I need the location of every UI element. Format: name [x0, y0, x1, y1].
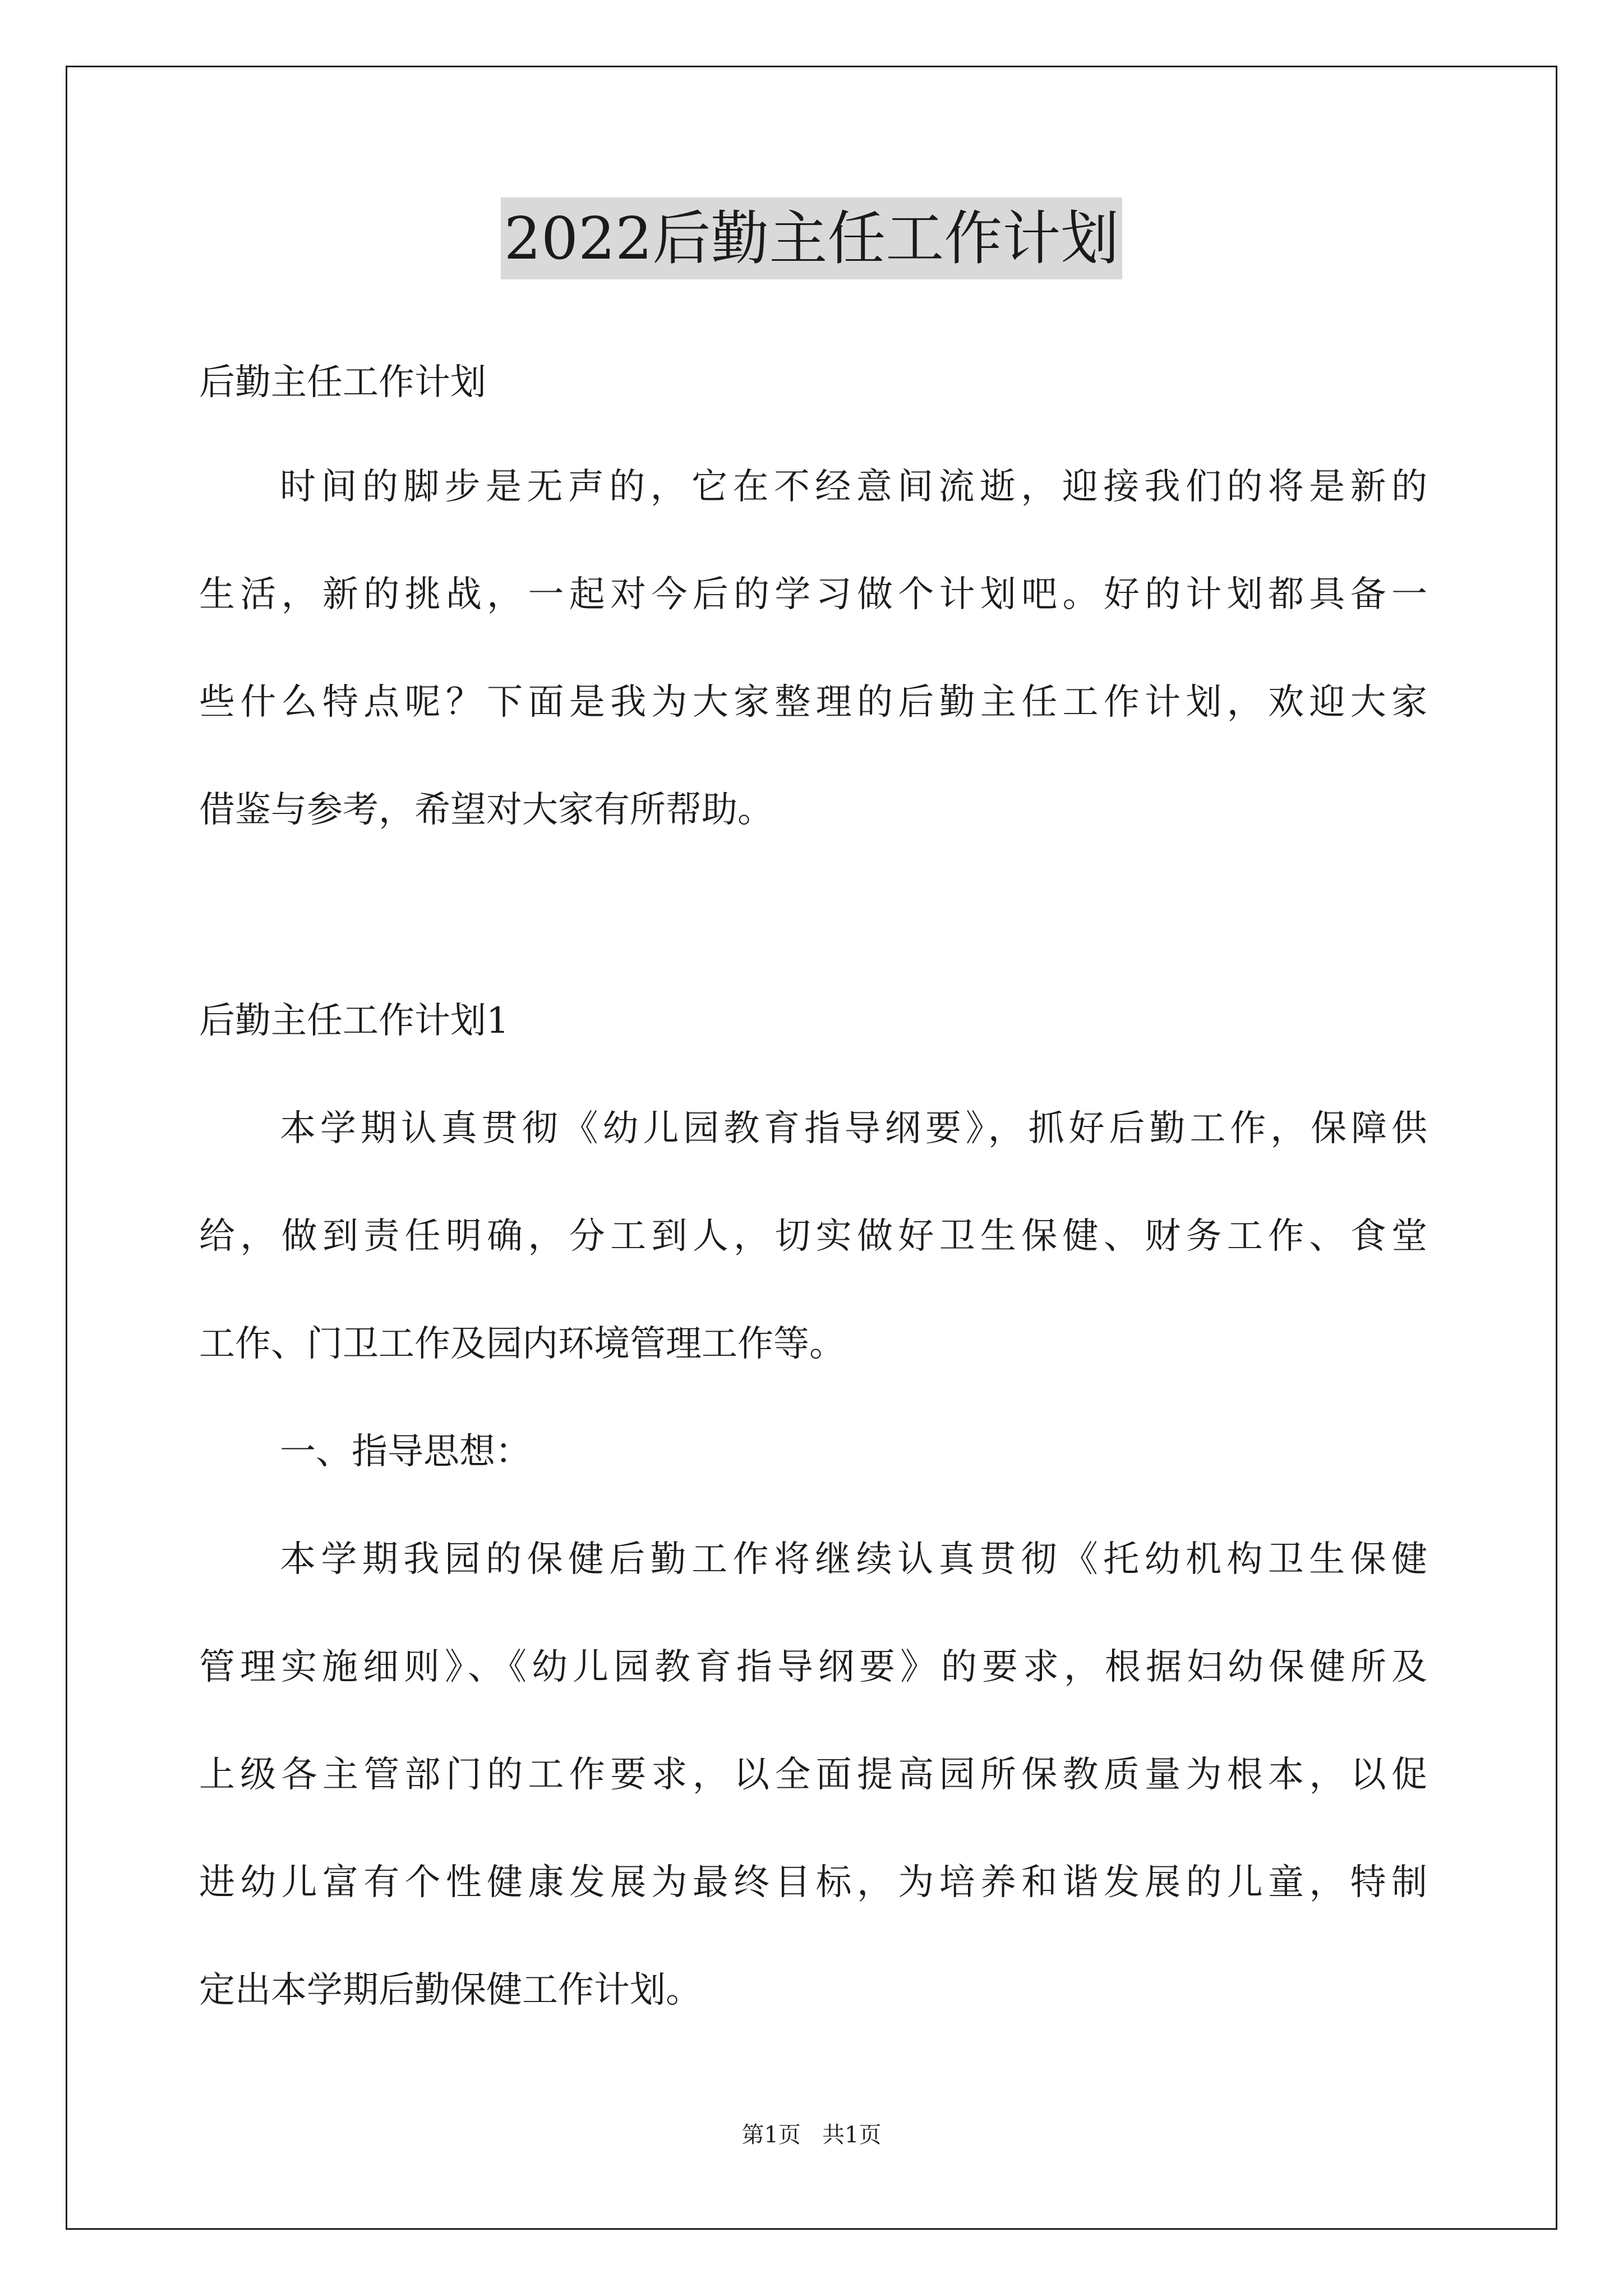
paragraph-line: 上级各主管部门的工作要求，以全面提高园所保教质量为根本，以促 [199, 1754, 1427, 1796]
page-footer: 第1页 共1页 [741, 2122, 882, 2148]
title-container [0, 197, 1623, 279]
paragraph-line: 管理实施细则》、《幼儿园教育指导纲要》的要求，根据妇幼保健所及 [199, 1646, 1427, 1688]
paragraph-line: 生活，新的挑战，一起对今后的学习做个计划吧。好的计划都具备一 [199, 574, 1427, 615]
paragraph-line: 时间的脚步是无声的，它在不经意间流逝，迎接我们的将是新的 [280, 466, 1427, 508]
section-heading: 后勤主任工作计划 [199, 362, 486, 403]
section-heading: 后勤主任工作计划1 [199, 1000, 509, 1042]
paragraph-line: 进幼儿富有个性健康发展为最终目标，为培养和谐发展的儿童，特制 [199, 1862, 1427, 1903]
subsection-heading: 一、指导思想： [280, 1431, 531, 1473]
paragraph-line: 借鉴与参考，希望对大家有所帮助。 [199, 789, 773, 831]
document-title: 2022后勤主任工作计划 [501, 197, 1123, 279]
paragraph-line: 工作、门卫工作及园内环境管理工作等。 [199, 1323, 845, 1365]
paragraph-line: 定出本学期后勤保健工作计划。 [199, 1970, 702, 2011]
paragraph-line: 给，做到责任明确，分工到人，切实做好卫生保健、财务工作、食堂 [199, 1216, 1427, 1257]
paragraph-line: 些什么特点呢？下面是我为大家整理的后勤主任工作计划，欢迎大家 [199, 682, 1427, 723]
paragraph-line: 本学期我园的保健后勤工作将继续认真贯彻《托幼机构卫生保健 [280, 1539, 1427, 1580]
paragraph-line: 本学期认真贯彻《幼儿园教育指导纲要》，抓好后勤工作，保障供 [280, 1108, 1427, 1149]
